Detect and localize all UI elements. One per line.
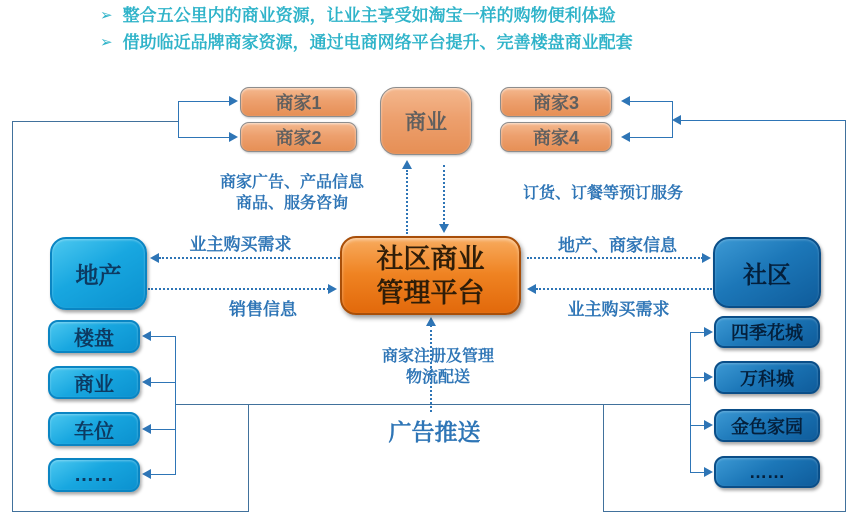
branch-left-vertical [178, 101, 179, 138]
arrowhead-left-icon [142, 331, 151, 341]
arrowhead-left-icon [142, 424, 151, 434]
arrow-line-left-item [150, 336, 175, 337]
label-register-line: 商家注册及管理 [381, 348, 494, 365]
bullet-item [100, 33, 820, 52]
merchant1-box [240, 87, 357, 117]
right-item-label: 四季花城 [731, 323, 803, 343]
right-item-label: 万科城 [740, 368, 794, 389]
bullet-arrow-icon: ➢ [100, 34, 113, 51]
right-item-box [714, 361, 820, 394]
arrowhead-right-icon [328, 284, 337, 294]
merchant1-label: 商家1 [275, 93, 322, 113]
arrowhead-right-icon [704, 467, 713, 477]
merchant2-label: 商家2 [275, 128, 322, 148]
label-ad-push [352, 414, 517, 447]
caption-merchant-left [192, 172, 392, 214]
caption-merchant-right [498, 180, 708, 203]
dotted-flow-to-platform-right [536, 288, 712, 290]
bullet-text: 借助临近品牌商家资源，通过电商网络平台提升、完善楼盘商业配套 [122, 33, 633, 52]
merchant2-box [240, 122, 357, 152]
arrow-line-left-item [150, 382, 175, 383]
community-box [713, 237, 821, 308]
dotted-flow-to-community [527, 257, 703, 259]
arrow-line-right-item [690, 377, 705, 378]
community-label: 社区 [743, 262, 791, 289]
dotted-flow-up [406, 170, 408, 234]
arrow-line-merchant3 [630, 101, 672, 102]
outer-border-top-left [12, 121, 178, 122]
merchant3-label: 商家3 [532, 93, 579, 113]
label-register-logistics [358, 346, 518, 388]
merchant4-label: 商家4 [532, 128, 579, 148]
connector-drop-right [603, 404, 604, 512]
branch-right-vertical [672, 101, 673, 138]
business-label: 商业 [405, 111, 447, 134]
arrowhead-left-icon [142, 469, 151, 479]
arrowhead-left-icon [621, 132, 630, 142]
label-owner-demand-right-text: 业主购买需求 [567, 300, 670, 319]
caption-merchant-left-line2: 商品、服务咨询 [235, 195, 348, 212]
label-realestate-merchant-info [545, 231, 690, 256]
left-item-box [48, 412, 140, 446]
label-ad-push-text: 广告推送 [388, 419, 481, 445]
dotted-flow-to-realestate [159, 257, 340, 259]
caption-merchant-right-text: 订货、订餐等预订服务 [522, 185, 683, 202]
outer-border-bottom-right [603, 511, 846, 512]
arrowhead-right-icon [704, 420, 713, 430]
dotted-flow-to-platform-left [148, 288, 329, 290]
arrowhead-right-icon [704, 327, 713, 337]
platform-label [377, 242, 485, 310]
arrowhead-right-icon [704, 372, 713, 382]
merchant3-box [500, 87, 612, 117]
arrow-line-left-item [150, 429, 175, 430]
left-item-box [48, 366, 140, 399]
label-owner-demand-right [556, 295, 681, 320]
right-column-vertical [690, 332, 691, 472]
bullet-arrow-icon: ➢ [100, 7, 113, 24]
label-logistics-line: 物流配送 [405, 369, 470, 386]
right-item-label: 金色家园 [731, 416, 803, 437]
arrowhead-left-icon [150, 253, 159, 263]
left-column-vertical [175, 336, 176, 475]
arrowhead-up-icon [402, 160, 412, 169]
arrow-line-right-item [690, 332, 705, 333]
arrow-line-merchant2 [178, 137, 229, 138]
arrow-line-from-right-border [681, 120, 845, 121]
label-owner-demand-left [178, 230, 303, 255]
arrowhead-left-icon [672, 115, 681, 125]
right-item-label: …… [749, 461, 785, 482]
bullet-item [100, 6, 820, 25]
label-realestate-merchant-info-text: 地产、商家信息 [558, 236, 677, 255]
arrowhead-down-icon [439, 224, 449, 233]
merchant4-box [500, 122, 612, 152]
arrowhead-right-icon [229, 96, 238, 106]
left-item-box [48, 320, 140, 353]
bullet-text: 整合五公里内的商业资源，让业主享受如淘宝一样的购物便利体验 [122, 6, 616, 25]
arrow-line-merchant4 [630, 137, 672, 138]
arrow-line-right-item [690, 425, 705, 426]
dotted-flow-down [443, 165, 445, 224]
label-sales-info-text: 销售信息 [229, 300, 297, 319]
left-item-label: 商业 [74, 374, 114, 396]
right-item-box [714, 316, 820, 348]
arrowhead-right-icon [702, 253, 711, 263]
arrow-line-merchant1 [178, 101, 229, 102]
left-item-label: …… [74, 463, 114, 486]
connector-drop-left [248, 404, 249, 512]
arrowhead-right-icon [229, 132, 238, 142]
outer-border-left [12, 121, 13, 512]
business-box [380, 87, 472, 155]
realestate-label: 地产 [75, 262, 122, 288]
arrowhead-left-icon [142, 377, 151, 387]
platform-label-line1: 社区商业 [376, 243, 485, 274]
left-item-label: 楼盘 [74, 328, 114, 350]
realestate-box [50, 237, 147, 310]
connector-mid-horizontal [175, 404, 691, 405]
right-item-box [714, 409, 820, 442]
arrow-line-right-item [690, 472, 705, 473]
arrowhead-left-icon [527, 284, 536, 294]
arrow-line-left-item [150, 474, 175, 475]
caption-merchant-left-line1: 商家广告、产品信息 [219, 174, 364, 191]
platform-box [340, 236, 521, 315]
label-owner-demand-left-text: 业主购买需求 [189, 235, 292, 254]
right-item-box [714, 456, 820, 488]
outer-border-bottom-left [12, 511, 248, 512]
left-item-label: 车位 [74, 420, 114, 443]
left-item-box [48, 458, 140, 492]
outer-border-right [845, 120, 846, 512]
arrowhead-left-icon [621, 96, 630, 106]
arrowhead-up-icon [426, 317, 436, 326]
platform-label-line2: 管理平台 [376, 277, 485, 308]
label-sales-info [208, 295, 318, 320]
